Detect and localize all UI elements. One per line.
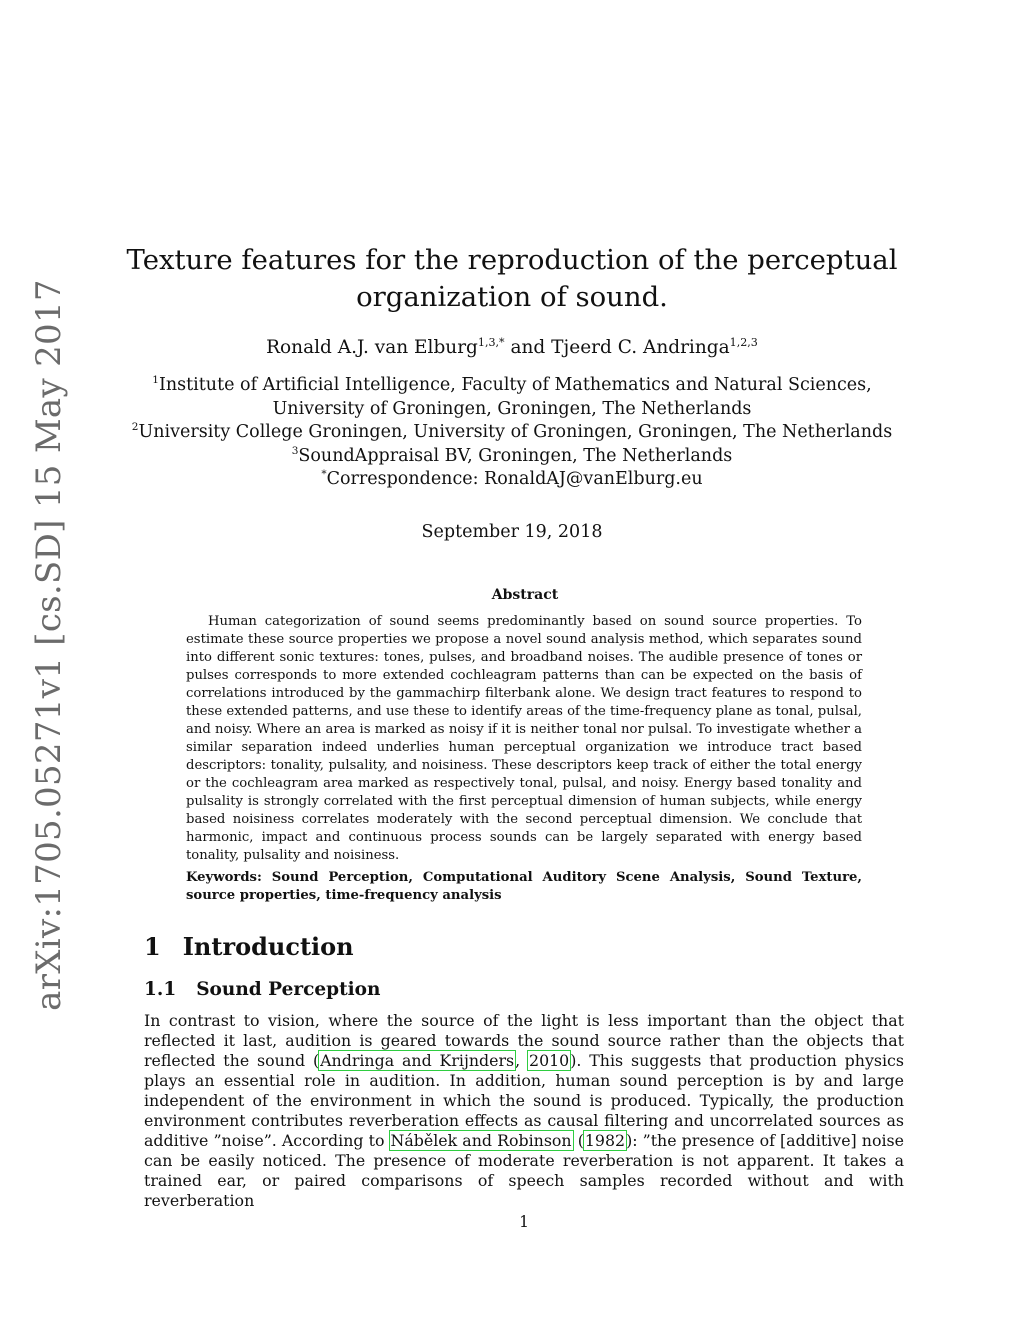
body-paragraph	[144, 1011, 904, 1211]
abstract-heading: Abstract	[491, 587, 559, 603]
affil-3-text: SoundAppraisal BV, Groningen, The Netherlands	[298, 445, 733, 466]
citation-andringa-year-link[interactable]: 2010	[529, 1051, 570, 1070]
paper-date: September 19, 2018	[421, 522, 603, 542]
citation-nabelek-year-link[interactable]: 1982	[584, 1131, 626, 1150]
title-line-2: organization of sound.	[356, 281, 668, 313]
keywords: Keywords: Sound Perception, Computational Auditory Scene Analysis, Sound Texture, source properties, time-frequency analysis	[186, 870, 862, 903]
citation-nabelek-link[interactable]: Nábělek and Robinson	[390, 1131, 572, 1150]
affil-1-sup: 1	[152, 374, 159, 387]
paper-title	[0, 242, 1024, 316]
cite-2-open: (	[572, 1131, 584, 1150]
title-line-1: Texture features for the reproduction of the perceptual	[126, 244, 898, 276]
correspondence-text: Correspondence: RonaldAJ@vanElburg.eu	[326, 469, 703, 489]
section-heading	[144, 932, 354, 961]
author-list	[0, 336, 1024, 360]
body-text-2: ). This suggests that production physics plays an essential role in audition. In addition, human sound perception is by and large independent of the environment in which the sound is produced. Typically, the production environment contributes reverberation effects as causal filtering and uncorrelated sources as additive ”noise”. According to	[144, 1051, 904, 1150]
page-number: 1	[519, 1213, 529, 1231]
section-title: Introduction	[182, 932, 354, 961]
affil-2-sup: 2	[131, 421, 139, 434]
affil-1-line-1: Institute of Artificial Intelligence, Faculty of Mathematics and Natural Sciences,	[158, 375, 872, 395]
affil-2-text: University College Groningen, University of Groningen, Groningen, The Netherlands	[138, 422, 893, 442]
subsection-heading	[144, 979, 380, 1000]
section-number: 1	[144, 932, 161, 961]
subsection-number: 1.1	[144, 979, 177, 1000]
body-text-3: ): ”the presence of [additive] noise can be easily noticed. The presence of moderate reverberation is not apparent. It takes a trained ear, or paired comparisons of speech samples recorded without and with reverberation	[144, 1131, 904, 1210]
author-2: Tjeerd C. Andringa	[551, 337, 730, 358]
author-2-sup: 1,2,3	[729, 335, 758, 349]
affiliation-2	[0, 421, 1024, 445]
citation-andringa-link[interactable]: Andringa and Krijnders	[320, 1051, 515, 1070]
author-1: Ronald A.J. van Elburg	[266, 337, 478, 358]
author-1-sup: 1,3,*	[477, 335, 505, 349]
affiliation-1-cont: University of Groningen, Groningen, The Netherlands	[272, 398, 752, 419]
abstract-text: Human categorization of sound seems predominantly based on sound source properties. To estimate these source properties we propose a novel sound analysis method, which separates sound into different sonic textures: tones, pulses, and broadband noises. The audible presence of tones or pulses corresponds to more extended cochleagram patterns than can be expected on the basis of correlations introduced by the gammachirp filterbank alone. We design tract features to respond to these extended patterns, and use these to identify areas of the time-frequency plane as tonal, pulsal, and noisy. Where an area is marked as noisy if it is neither tonal nor pulsal. To investigate whether a similar separation indeed underlies human perceptual organization we introduce tract based descriptors: tonality, pulsality, and noisiness. These descriptors keep track of either the total energy or the cochleagram area marked as respectively tonal, pulsal, and noisy. Energy based tonality and pulsality is strongly correlated with the first perceptual dimension of human subjects, while energy based noisiness correlates moderately with the second perceptual dimension. We conclude that harmonic, impact and continuous process sounds can be largely separated with energy based tonality, pulsality and noisiness.	[186, 614, 862, 863]
correspondence	[0, 468, 1024, 492]
affiliation-1	[0, 374, 1024, 398]
arxiv-identifier: arXiv:1705.05271v1 [cs.SD] 15 May 2017	[29, 279, 69, 1011]
author-and: and	[504, 337, 552, 358]
affiliations	[0, 374, 1024, 492]
cite-1-sep: ,	[515, 1051, 529, 1070]
body-text-1: In contrast to vision, where the source of the light is less important than the object that reflected it last, audition is geared towards the sound source rather than the objects that reflected the sound (	[144, 1011, 904, 1070]
affiliation-3	[0, 445, 1024, 469]
subsection-title: Sound Perception	[196, 979, 381, 1000]
corr-sup: *	[321, 468, 327, 481]
affil-3-sup: 3	[291, 444, 299, 457]
